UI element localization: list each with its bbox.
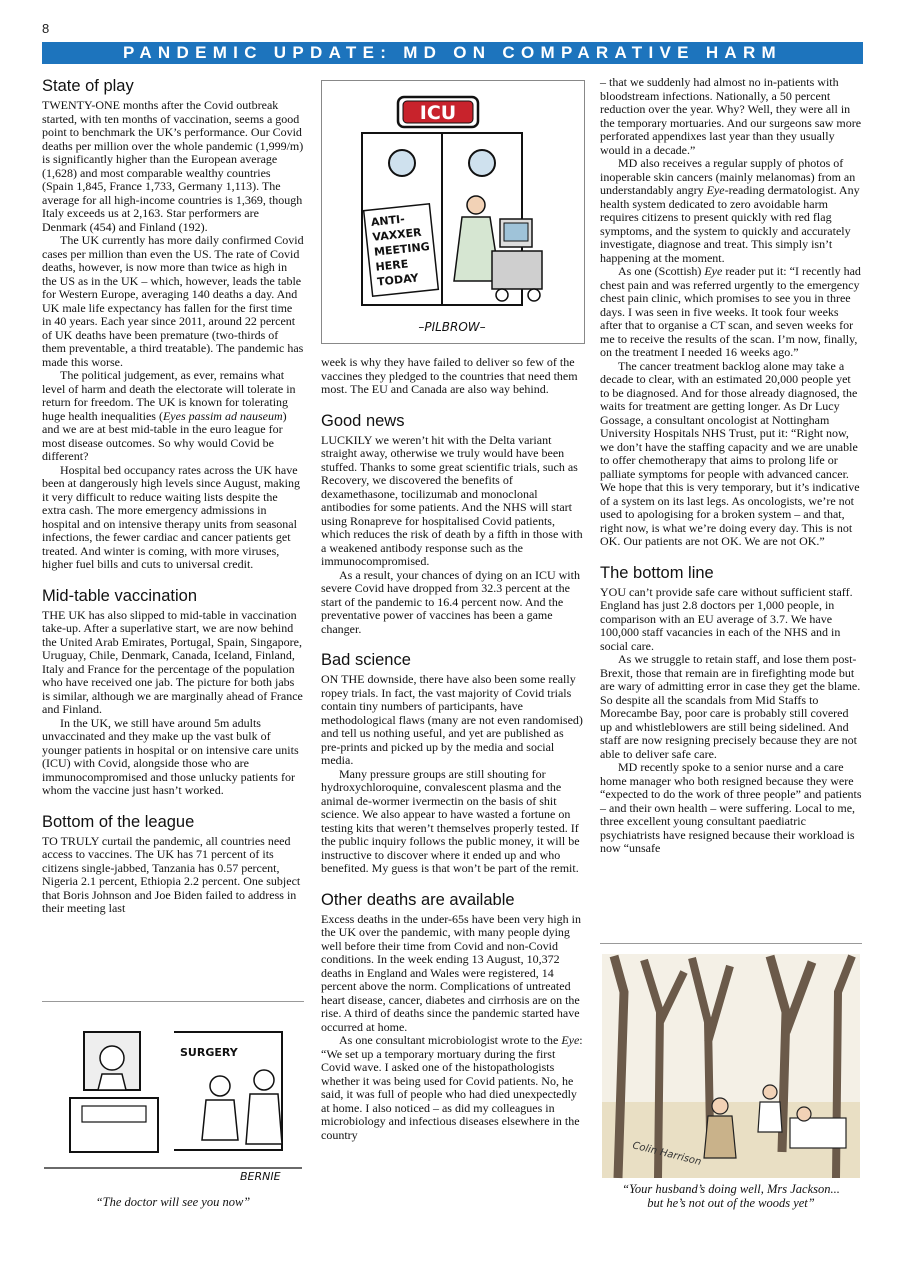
- woods-cartoon-drawing: [600, 952, 862, 1180]
- divider: [42, 1001, 304, 1002]
- woods-caption: [600, 1182, 862, 1210]
- heading-mid-table-vaccination: Mid-table vaccination: [42, 586, 197, 605]
- surgery-caption: “The doctor will see you now”: [95, 1195, 251, 1209]
- paragraph: The UK currently has more daily confirmed Covid cases per million than even the US. The rate of Covid deaths, however, is now more than twice as high in the US as in the UK – which, however, leads the table for Western Europe, averaging 140 deaths a day. And UK male life expectancy has fallen for the first time in 40 years. Each year since 2011, around 22 percent of UK deaths have been premature (two-thirds of them preventable, a third treatable). The pandemic has made this worse.: [42, 233, 304, 369]
- paragraph: As one (Scottish) Eye reader put it: “I recently had chest pain and was referred urgently to the emergency chest pain clinic, which promises to see you in three days. I was seen in five weeks. It took four weeks after that to organise a CT scan, and seven weeks for me to receive the results of the scan. I’m now, finally, on the treatment I needed 16 weeks ago.”: [600, 264, 861, 359]
- surgery-cartoon-drawing: [42, 1010, 304, 1188]
- woods-signature: Colin Harrison: [631, 1140, 703, 1168]
- woods-caption-line-1: “Your husband’s doing well, Mrs Jackson...: [622, 1182, 840, 1196]
- paragraph: THE UK has also slipped to mid-table in vaccination take-up. After a superlative start, we are now behind the United Arab Emirates, Portugal, Spain, Singapore, Uruguay, Chile, Denmark, Canada, Iceland, Finland, Italy and France for the percentage of the population who have received one jab. The picture for both jabs is similar, although we are marginally ahead of France and Finland.: [42, 607, 303, 716]
- paragraph: ON THE downside, there have also been some really ropey trials. In fact, the vast majority of Covid trials contain tiny numbers of participants, have methodological flaws (many are not even randomised) and tell us nothing useful, and yet are published as pre-prints and picked up by the media and social media.: [321, 672, 583, 767]
- page-number: 8: [42, 21, 50, 36]
- heading-bad-science: Bad science: [321, 651, 411, 669]
- surgery-cartoon: [42, 1010, 304, 1188]
- paragraph: MD recently spoke to a senior nurse and a care home manager who both resigned because they were “expected to do the work of three people” and patients – and their own health – were suffering. Local to me, three excellent young consultant paediatric psychiatrists have resigned because their workload is now “unsafe: [600, 760, 862, 855]
- woods-caption-line-2: but he’s not out of the woods yet”: [647, 1196, 815, 1210]
- column-3: [600, 76, 862, 856]
- paragraph: Excess deaths in the under-65s have been very high in the UK over the pandemic, with many people dying well before their time from Covid and non-Covid conditions. In the week ending 13 August, 10,372 deaths in England and Wales were registered, 14 percent above the norm. Complications of untreated heart disease, cancer, diabetes and cirrhosis are on the rise. A third of deaths since the pandemic started have occurred at home.: [321, 911, 582, 1034]
- svg-text:ANTI- VAXXER MEETI: ANTI- VAXXER MEETING HERE TODAY: [370, 212, 431, 289]
- paragraph: TO TRULY curtail the pandemic, all countries need access to vaccines. The UK has 71 percent of its citizens single-jabbed, Tanzania has 0.57 percent, Nigeria 2.1 percent, Ethiopia 2.2 percent. One subject that Boris Johnson and Joe Biden failed to address in their meeting last: [42, 833, 301, 915]
- icu-sign-text: ICU: [419, 102, 457, 124]
- paragraph: As a result, your chances of dying on an ICU with severe Covid have dropped from 32.3 percent at the start of the pandemic to 16.4 percent now. And the preventative power of vaccines has been a game changer.: [321, 567, 580, 636]
- paragraph: The cancer treatment backlog alone may take a decade to clear, with an estimated 20,000 people yet to be diagnosed. And for those already diagnosed, the waits for treatment are getting longer. As Dr Lucy Gossage, a consultant oncologist at Nottingham University Hospitals NHS Trust, put it: “Right now, we don’t have the staffing capacity and we are unable to offer chemotherapy that aims to prolong life or palliate symptoms for people with advanced cancer. We hope that this is very temporary, but it’s indicative of a system on its last legs. As oncologists, we’re not used to apologising for a broken system – and that, right now, is what we’re doing every day. This is not OK. Our patients are not OK. We are not OK.”: [600, 358, 860, 548]
- surgery-sign-text: SURGERY: [180, 1046, 238, 1059]
- paragraph: Hospital bed occupancy rates across the UK have been at dangerously high levels since August, making it very difficult to reduce waiting lists despite the extra cash. The more emergency admissions in hospital and on intensive therapy units from seasonal infections, the fewer cardiac and cancer patients get treated. And winter is coming, with more viruses, higher fuel bills and cuts to universal credit.: [42, 462, 300, 571]
- paragraph: In the UK, we still have around 5m adults unvaccinated and they make up the vast bulk of younger patients in hospital or on intensive care units (ICU) with Covid, alongside those who are immunocompromised and those unlucky patients for whom the vaccine just hasn’t worked.: [42, 715, 299, 797]
- column-1: [42, 76, 304, 916]
- divider: [600, 943, 862, 944]
- heading-the-bottom-line: The bottom line: [600, 563, 714, 582]
- icu-signature: –PILBROW–: [418, 320, 486, 334]
- icu-cartoon-drawing: [322, 81, 584, 343]
- paragraph: MD also receives a regular supply of photos of inoperable skin cancers (mainly melanomas) from an understandably angry Eye-reading dermatologist. Any health system dedicated to zero avoidable harm requires citizens to present quickly with red flag symptoms, and the system to quickly and accurately investigate, diagnose and treat. This simply isn’t happening at the moment.: [600, 156, 860, 265]
- heading-other-deaths: Other deaths are available: [321, 890, 515, 909]
- icu-cartoon: [321, 80, 585, 344]
- surgery-signature: BERNIE: [240, 1170, 281, 1183]
- paragraph: TWENTY-ONE months after the Covid outbreak started, with ten months of vaccination, seems a good point to benchmark the UK’s performance. Our Covid deaths per million over the whole pandemic (1,999/m) is significantly higher than the European average (1,628) and most comparable wealthy countries (Spain 1,845, France 1,733, Germany 1,113). The average for all high-income countries is 1,369, though Italy exceeds us at 2,163. Star performers are Denmark (454) and Finland (192).: [42, 98, 304, 234]
- section-banner: PANDEMIC UPDATE: MD ON COMPARATIVE HARM: [42, 42, 863, 64]
- paragraph: The political judgement, as ever, remains what level of harm and death the electorate will tolerate in return for freedom. The UK is known for tolerating huge health inequalities (Eyes passim ad nauseum) and we are at best mid-table in the euro league for most disease outcomes. So why would Covid be different?: [42, 368, 296, 463]
- paragraph: YOU can’t provide safe care without sufficient staff. England has just 2.8 doctors per 1,000 people, in comparison with an EU average of 3.7. We have 100,000 staff vacancies in each of the NHS and in social care.: [600, 584, 853, 653]
- heading-state-of-play: State of play: [42, 77, 134, 95]
- woods-cartoon: [600, 952, 862, 1180]
- column-2: [321, 356, 583, 1142]
- heading-good-news: Good news: [321, 411, 405, 430]
- paragraph: As one consultant microbiologist wrote to the Eye: “We set up a temporary mortuary during the first Covid wave. I asked one of the histopathologists whether it was being used for Covid patients. No, he said, it was full of people who had died unexpectedly at home. I also noticed – as did my colleagues in microbiology and infectious diseases elsewhere in the country: [321, 1033, 583, 1142]
- paragraph: Many pressure groups are still shouting for hydroxychloroquine, convalescent plasma and the animal de-wormer ivermectin on the basis of shit science. We also appear to have wasted a fortune on testing kits that weren’t themselves properly tested. If the public inquiry follows the public money, it will be instructive to discover where it ended up and who benefited. My guess is that won’t be part of the remit.: [321, 766, 580, 875]
- paragraph: LUCKILY we weren’t hit with the Delta variant straight away, otherwise we truly would have been stuffed. Thanks to some great scientific trials, such as Recovery, we discovered the benefits of dexamethasone, tocilizumab and monoclonal antibodies for some patients. And the NHS will start using Ronapreve for hospitalised Covid patients, which reduces the risk of death by a fifth in those with a weakened antibody response such as the immunocompromised.: [321, 432, 583, 568]
- paragraph: – that we suddenly had almost no in-patients with bloodstream infections. Nationally, a 50 percent reduction over the year. Why? Well, they were all in the temporary mortuaries. And our surgeons saw more perforated appendixes last year than they usually would in a decade.”: [600, 75, 862, 157]
- paragraph: As we struggle to retain staff, and lose them post-Brexit, those that remain are in firefighting mode but are wary of admitting error in case they get the blame. So despite all the scandals from Mid Staffs to Morecambe Bay, poor care is probably still covered up and whistleblowers are still being sidelined. And staff are now resigning precisely because they are not able to deliver safe care.: [600, 652, 861, 761]
- paragraph: week is why they have failed to deliver so few of the vaccines they pledged to the countries that need them most. The EU and Canada are also way behind.: [321, 355, 578, 396]
- heading-bottom-of-the-league: Bottom of the league: [42, 812, 195, 831]
